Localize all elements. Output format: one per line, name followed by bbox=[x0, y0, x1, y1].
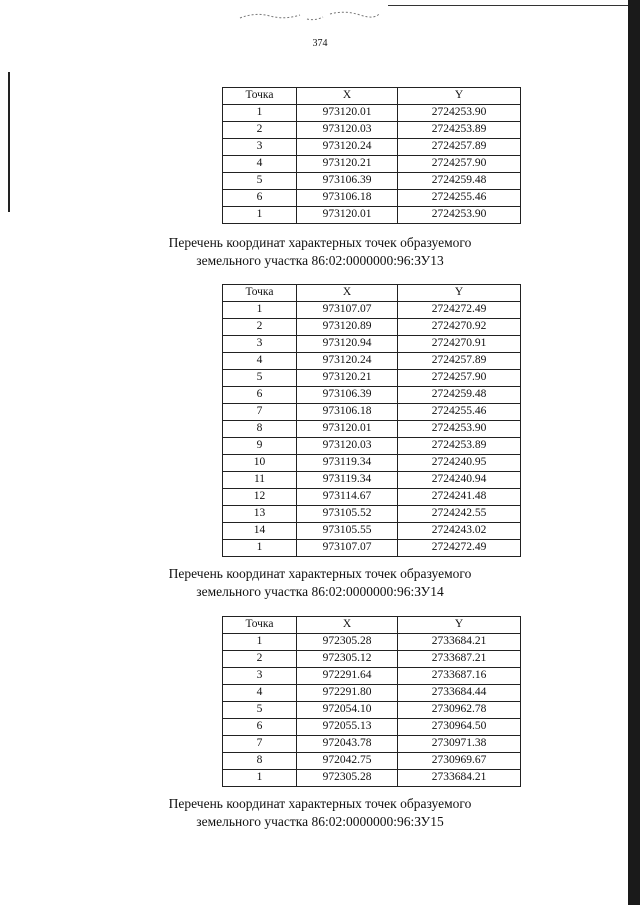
table-caption bbox=[0, 565, 640, 601]
cell-y: 2724240.95 bbox=[398, 455, 521, 472]
cell-y: 2724255.46 bbox=[398, 190, 521, 207]
table-row bbox=[223, 190, 521, 207]
cell-point: 4 bbox=[223, 685, 297, 702]
page-number: 374 bbox=[312, 38, 328, 49]
coordinates-table bbox=[222, 87, 521, 224]
header-y: Y bbox=[398, 617, 521, 634]
cell-point: 7 bbox=[223, 404, 297, 421]
cell-x: 973114.67 bbox=[297, 489, 398, 506]
cell-x: 973120.94 bbox=[297, 336, 398, 353]
table-row bbox=[223, 651, 521, 668]
cell-x: 972043.78 bbox=[297, 736, 398, 753]
cell-x: 972291.80 bbox=[297, 685, 398, 702]
header-point: Точка bbox=[223, 285, 297, 302]
table-row bbox=[223, 404, 521, 421]
cell-point: 8 bbox=[223, 753, 297, 770]
table-row bbox=[223, 370, 521, 387]
cell-point: 3 bbox=[223, 336, 297, 353]
table-caption bbox=[0, 234, 640, 270]
cell-point: 14 bbox=[223, 523, 297, 540]
table-row bbox=[223, 668, 521, 685]
header-x: X bbox=[297, 617, 398, 634]
cell-y: 2724240.94 bbox=[398, 472, 521, 489]
cell-x: 973120.21 bbox=[297, 156, 398, 173]
table-row bbox=[223, 736, 521, 753]
cell-x: 973106.39 bbox=[297, 173, 398, 190]
cell-y: 2733684.21 bbox=[398, 634, 521, 651]
cell-y: 2724241.48 bbox=[398, 489, 521, 506]
cell-y: 2730971.38 bbox=[398, 736, 521, 753]
table-row bbox=[223, 685, 521, 702]
cell-point: 12 bbox=[223, 489, 297, 506]
cell-x: 972054.10 bbox=[297, 702, 398, 719]
cell-x: 973120.21 bbox=[297, 370, 398, 387]
cell-y: 2724243.02 bbox=[398, 523, 521, 540]
cell-x: 973105.52 bbox=[297, 506, 398, 523]
coordinates-table bbox=[222, 284, 521, 557]
cell-point: 1 bbox=[223, 634, 297, 651]
table-row bbox=[223, 122, 521, 139]
cell-x: 973120.89 bbox=[297, 319, 398, 336]
cell-y: 2724257.89 bbox=[398, 139, 521, 156]
cell-x: 973106.18 bbox=[297, 190, 398, 207]
table-row bbox=[223, 353, 521, 370]
cell-x: 972291.64 bbox=[297, 668, 398, 685]
cell-y: 2724270.91 bbox=[398, 336, 521, 353]
cell-point: 2 bbox=[223, 651, 297, 668]
cell-point: 11 bbox=[223, 472, 297, 489]
cell-x: 972305.28 bbox=[297, 634, 398, 651]
table-row bbox=[223, 173, 521, 190]
cell-x: 973105.55 bbox=[297, 523, 398, 540]
table-row bbox=[223, 207, 521, 224]
header-y: Y bbox=[398, 285, 521, 302]
cell-y: 2724242.55 bbox=[398, 506, 521, 523]
table-row bbox=[223, 387, 521, 404]
table-row bbox=[223, 472, 521, 489]
table-row bbox=[223, 319, 521, 336]
cell-y: 2724253.89 bbox=[398, 122, 521, 139]
cell-y: 2730969.67 bbox=[398, 753, 521, 770]
table-row bbox=[223, 489, 521, 506]
cell-y: 2730964.50 bbox=[398, 719, 521, 736]
header-point: Точка bbox=[223, 88, 297, 105]
cell-point: 8 bbox=[223, 421, 297, 438]
cell-y: 2724272.49 bbox=[398, 540, 521, 557]
cell-y: 2724272.49 bbox=[398, 302, 521, 319]
cell-x: 972305.12 bbox=[297, 651, 398, 668]
cell-point: 1 bbox=[223, 770, 297, 787]
table-row bbox=[223, 634, 521, 651]
cell-x: 972305.28 bbox=[297, 770, 398, 787]
cell-y: 2724257.89 bbox=[398, 353, 521, 370]
cell-point: 10 bbox=[223, 455, 297, 472]
caption-line: Перечень координат характерных точек образуемого bbox=[168, 566, 472, 581]
cell-point: 1 bbox=[223, 540, 297, 557]
cell-x: 973120.24 bbox=[297, 353, 398, 370]
cell-y: 2733684.44 bbox=[398, 685, 521, 702]
cell-y: 2724257.90 bbox=[398, 370, 521, 387]
cell-y: 2730962.78 bbox=[398, 702, 521, 719]
cell-point: 13 bbox=[223, 506, 297, 523]
table-row bbox=[223, 506, 521, 523]
cell-point: 6 bbox=[223, 719, 297, 736]
table-row bbox=[223, 139, 521, 156]
cell-x: 973106.39 bbox=[297, 387, 398, 404]
cell-y: 2724259.48 bbox=[398, 387, 521, 404]
table-row bbox=[223, 156, 521, 173]
left-margin-rule bbox=[8, 72, 10, 212]
cell-y: 2724253.90 bbox=[398, 207, 521, 224]
cell-point: 5 bbox=[223, 702, 297, 719]
scan-edge bbox=[628, 0, 640, 905]
cell-x: 973107.07 bbox=[297, 540, 398, 557]
header-point: Точка bbox=[223, 617, 297, 634]
table-row bbox=[223, 702, 521, 719]
cell-x: 973120.01 bbox=[297, 207, 398, 224]
cell-x: 973107.07 bbox=[297, 302, 398, 319]
table-row bbox=[223, 523, 521, 540]
cell-x: 973120.01 bbox=[297, 105, 398, 122]
table-caption bbox=[0, 795, 640, 831]
header-y: Y bbox=[398, 88, 521, 105]
table-row bbox=[223, 719, 521, 736]
cell-point: 7 bbox=[223, 736, 297, 753]
table-header-row bbox=[223, 88, 521, 105]
cell-x: 973119.34 bbox=[297, 472, 398, 489]
cell-x: 973120.01 bbox=[297, 421, 398, 438]
table-row bbox=[223, 438, 521, 455]
header-x: X bbox=[297, 285, 398, 302]
cell-x: 972042.75 bbox=[297, 753, 398, 770]
cell-point: 6 bbox=[223, 190, 297, 207]
top-rule bbox=[388, 5, 640, 6]
table-row bbox=[223, 540, 521, 557]
table-row bbox=[223, 455, 521, 472]
cell-point: 1 bbox=[223, 302, 297, 319]
cell-x: 973120.03 bbox=[297, 122, 398, 139]
caption-line: земельного участка 86:02:0000000:96:ЗУ15 bbox=[196, 814, 444, 829]
cell-point: 2 bbox=[223, 319, 297, 336]
cell-y: 2724253.89 bbox=[398, 438, 521, 455]
cell-point: 9 bbox=[223, 438, 297, 455]
table-row bbox=[223, 302, 521, 319]
cell-y: 2724253.90 bbox=[398, 421, 521, 438]
cell-y: 2733687.16 bbox=[398, 668, 521, 685]
cell-point: 1 bbox=[223, 105, 297, 122]
table-header-row bbox=[223, 285, 521, 302]
cell-point: 5 bbox=[223, 173, 297, 190]
cell-y: 2724253.90 bbox=[398, 105, 521, 122]
cell-x: 972055.13 bbox=[297, 719, 398, 736]
cell-point: 4 bbox=[223, 156, 297, 173]
scan-artifact bbox=[235, 6, 385, 24]
cell-y: 2724259.48 bbox=[398, 173, 521, 190]
cell-point: 4 bbox=[223, 353, 297, 370]
cell-point: 5 bbox=[223, 370, 297, 387]
cell-y: 2724255.46 bbox=[398, 404, 521, 421]
caption-line: земельного участка 86:02:0000000:96:ЗУ14 bbox=[196, 584, 444, 599]
table-header-row bbox=[223, 617, 521, 634]
cell-x: 973120.24 bbox=[297, 139, 398, 156]
cell-point: 3 bbox=[223, 139, 297, 156]
cell-y: 2724270.92 bbox=[398, 319, 521, 336]
table-row bbox=[223, 770, 521, 787]
cell-x: 973106.18 bbox=[297, 404, 398, 421]
table-row bbox=[223, 105, 521, 122]
cell-point: 3 bbox=[223, 668, 297, 685]
table-row bbox=[223, 336, 521, 353]
cell-x: 973120.03 bbox=[297, 438, 398, 455]
cell-y: 2724257.90 bbox=[398, 156, 521, 173]
cell-point: 2 bbox=[223, 122, 297, 139]
header-x: X bbox=[297, 88, 398, 105]
cell-y: 2733687.21 bbox=[398, 651, 521, 668]
caption-line: земельного участка 86:02:0000000:96:ЗУ13 bbox=[196, 253, 444, 268]
cell-point: 1 bbox=[223, 207, 297, 224]
cell-point: 6 bbox=[223, 387, 297, 404]
table-row bbox=[223, 753, 521, 770]
coordinates-table bbox=[222, 616, 521, 787]
cell-x: 973119.34 bbox=[297, 455, 398, 472]
table-row bbox=[223, 421, 521, 438]
caption-line: Перечень координат характерных точек образуемого bbox=[168, 235, 472, 250]
cell-y: 2733684.21 bbox=[398, 770, 521, 787]
caption-line: Перечень координат характерных точек образуемого bbox=[168, 796, 472, 811]
